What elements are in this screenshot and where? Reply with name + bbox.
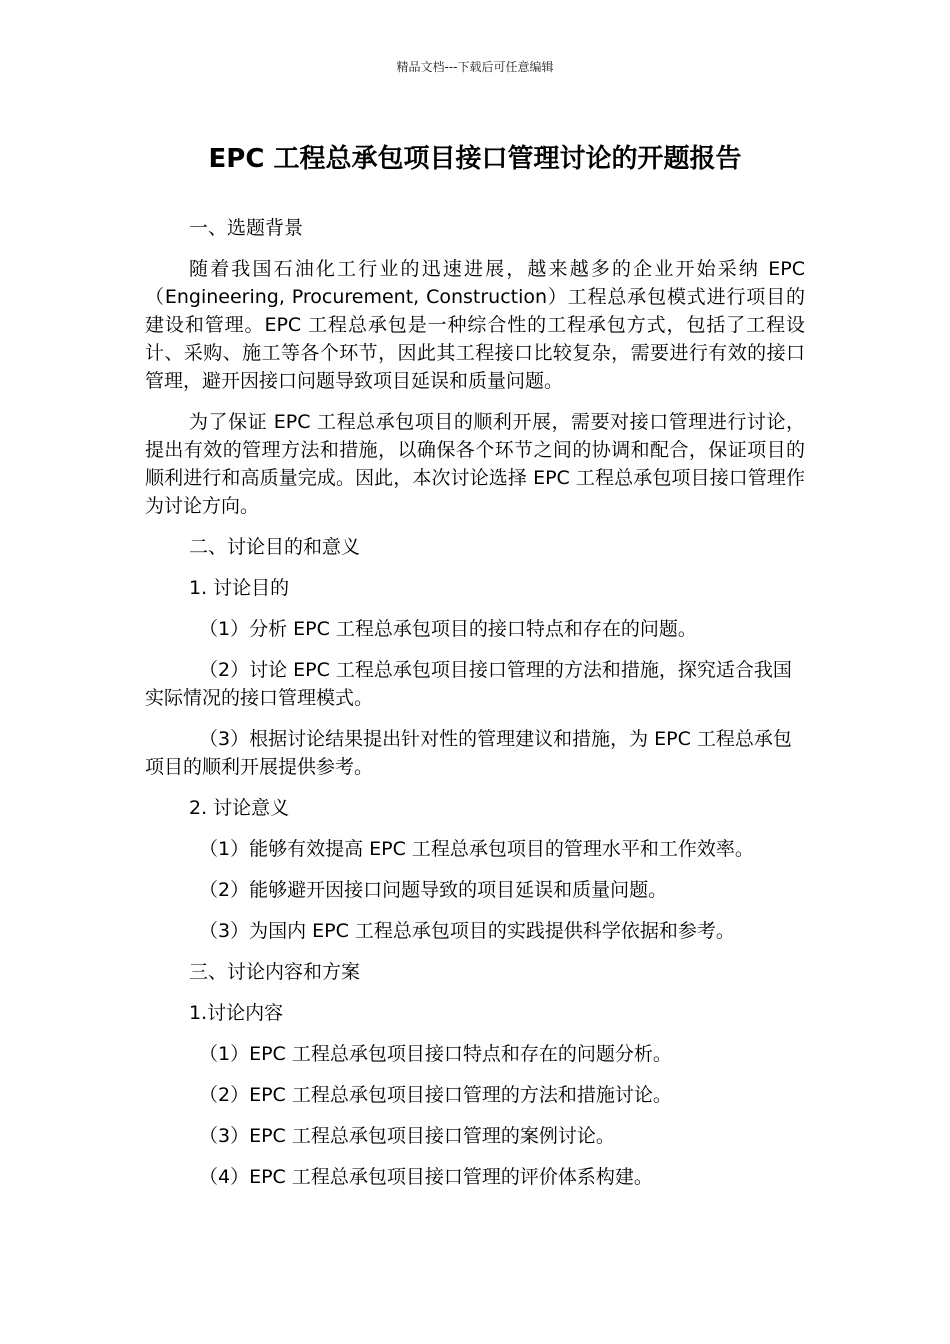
list-item: （2）EPC 工程总承包项目接口管理的方法和措施讨论。 xyxy=(199,1084,672,1106)
list-item: （3）根据讨论结果提出针对性的管理建议和措施，为 EPC 工程总承包项目的顺利开展提供参考。 xyxy=(145,728,792,778)
section-heading: 三、讨论内容和方案 xyxy=(189,961,361,983)
subsection-heading: 1. 讨论目的 xyxy=(189,577,290,599)
subsection-heading: 2. 讨论意义 xyxy=(189,797,290,819)
subsection-heading: 1.讨论内容 xyxy=(189,1002,284,1024)
list-item: （4）EPC 工程总承包项目接口管理的评价体系构建。 xyxy=(199,1166,653,1188)
document-title: EPC 工程总承包项目接口管理讨论的开题报告 xyxy=(208,144,742,174)
document-body xyxy=(145,214,805,1204)
list-item: （2）讨论 EPC 工程总承包项目接口管理的方法和措施，探究适合我国实际情况的接口管理模式。 xyxy=(145,659,792,709)
list-item: （1）分析 EPC 工程总承包项目的接口特点和存在的问题。 xyxy=(199,618,697,640)
list-item: （3）EPC 工程总承包项目接口管理的案例讨论。 xyxy=(199,1125,615,1147)
page-header-note: 精品文档---下载后可任意编辑 xyxy=(396,60,554,74)
list-item: （2）能够避开因接口问题导致的项目延误和质量问题。 xyxy=(199,879,668,901)
list-item: （1）能够有效提高 EPC 工程总承包项目的管理水平和工作效率。 xyxy=(199,838,754,860)
paragraph: 随着我国石油化工行业的迅速进展，越来越多的企业开始采纳 EPC（Engineering, Procurement, Construction）工程总承包模式进行项目的建设和管理。EPC 工程总承包是一种综合性的工程承包方式，包括了工程设计、采购、施工等各个环节，因此其工程接口比较复杂，需要进行有效的接口管理，避开因接口问题导致项目延误和质量问题。 xyxy=(145,258,805,392)
list-item: （1）EPC 工程总承包项目接口特点和存在的问题分析。 xyxy=(199,1043,672,1065)
paragraph: 为了保证 EPC 工程总承包项目的顺利开展，需要对接口管理进行讨论，提出有效的管理方法和措施，以确保各个环节之间的协调和配合，保证项目的顺利进行和高质量完成。因此，本次讨论选择 EPC 工程总承包项目接口管理作为讨论方向。 xyxy=(145,411,805,517)
section-heading: 一、选题背景 xyxy=(189,217,304,239)
section-heading: 二、讨论目的和意义 xyxy=(189,536,361,558)
list-item: （3）为国内 EPC 工程总承包项目的实践提供科学依据和参考。 xyxy=(199,920,735,942)
